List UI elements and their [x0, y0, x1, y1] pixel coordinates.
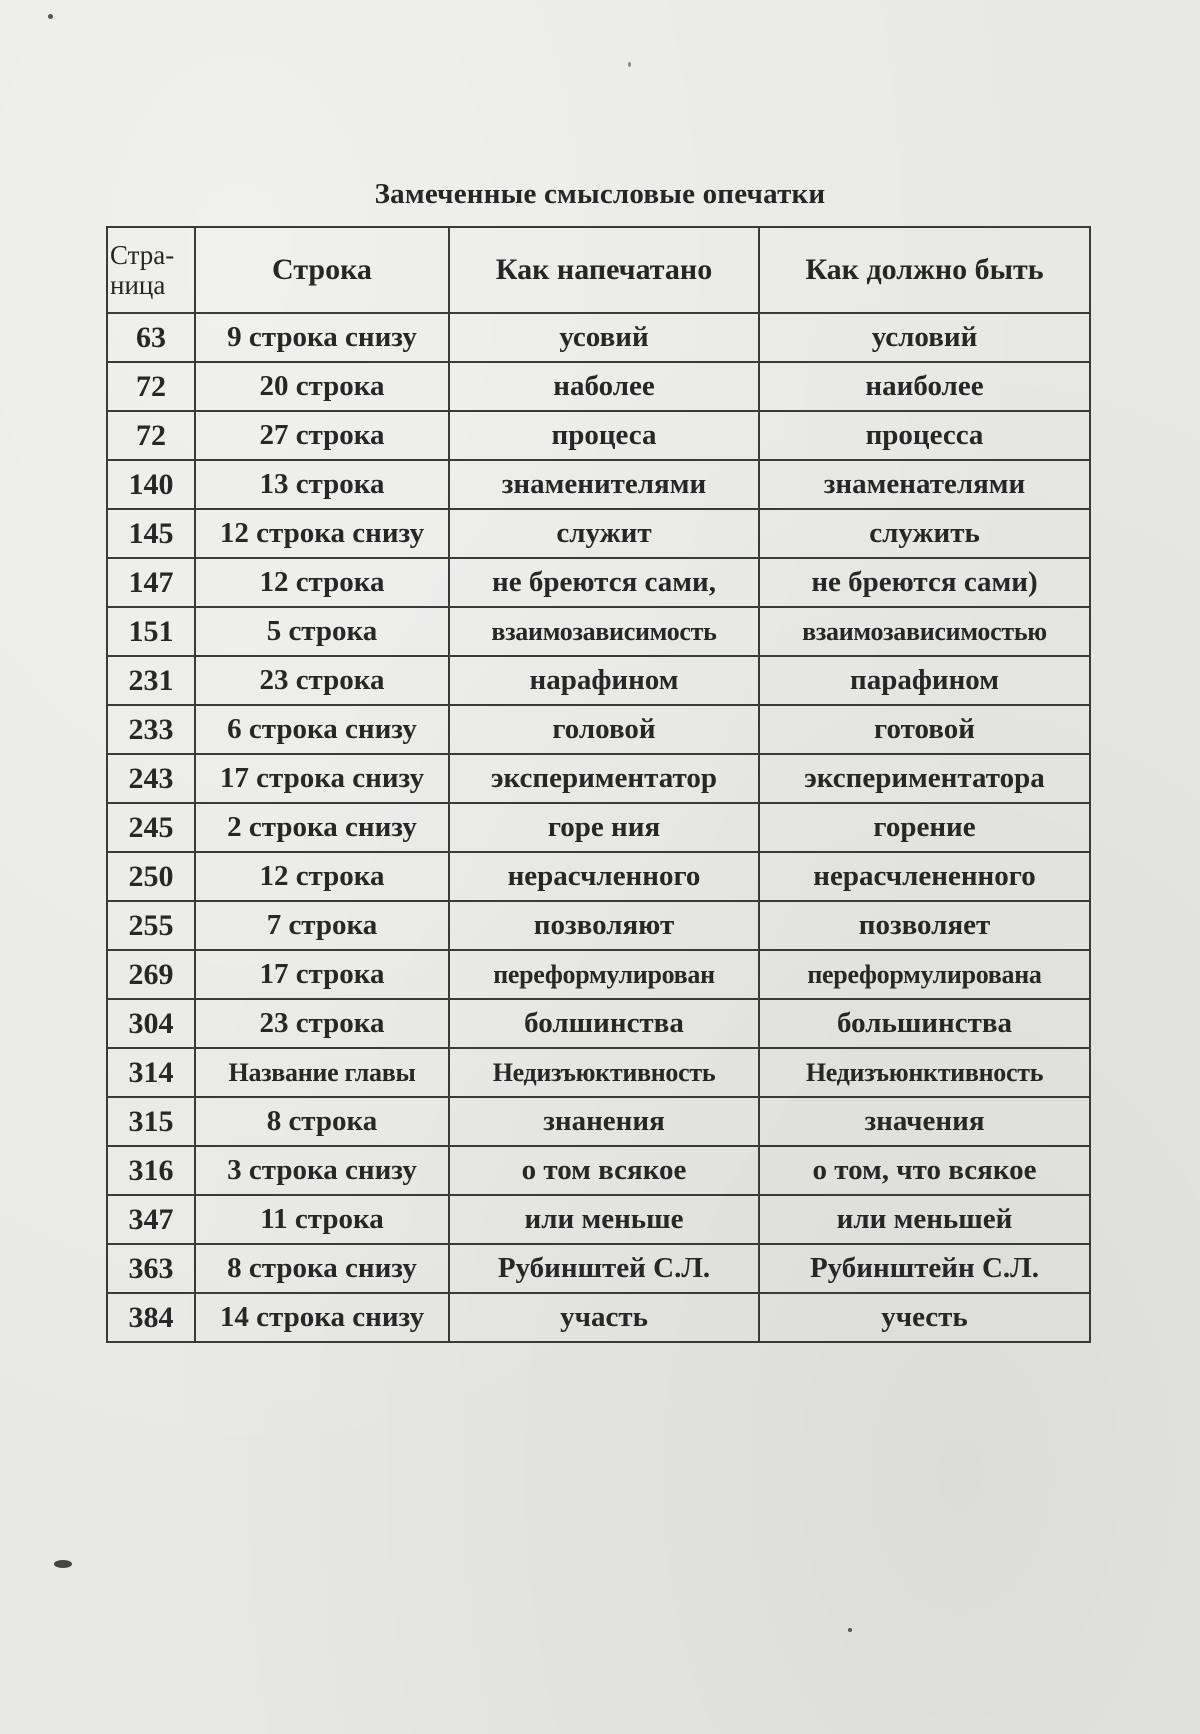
cell-page: 145 [107, 509, 195, 558]
cell-correct: экспериментатора [759, 754, 1090, 803]
table-row [107, 1048, 1090, 1097]
cell-line: 23 строка [195, 999, 449, 1048]
cell-page: 140 [107, 460, 195, 509]
table-row [107, 1146, 1090, 1195]
cell-printed: Недизъюктивность [449, 1048, 759, 1097]
cell-page: 147 [107, 558, 195, 607]
table-row [107, 1244, 1090, 1293]
table-row [107, 999, 1090, 1048]
cell-correct: или меньшей [759, 1195, 1090, 1244]
cell-correct: условий [759, 313, 1090, 362]
table-row [107, 558, 1090, 607]
cell-printed: нарафином [449, 656, 759, 705]
cell-line: 8 строка снизу [195, 1244, 449, 1293]
cell-line: 13 строка [195, 460, 449, 509]
cell-page: 72 [107, 362, 195, 411]
cell-correct: нерасчлененного [759, 852, 1090, 901]
table-row [107, 509, 1090, 558]
cell-correct: процесса [759, 411, 1090, 460]
cell-printed: экспериментатор [449, 754, 759, 803]
cell-line: 14 строка снизу [195, 1293, 449, 1342]
column-header-page-line2: ница [110, 270, 166, 300]
cell-page: 243 [107, 754, 195, 803]
cell-line: 8 строка [195, 1097, 449, 1146]
table-row [107, 1097, 1090, 1146]
cell-correct: наиболее [759, 362, 1090, 411]
cell-printed: взаимозависимость [449, 607, 759, 656]
cell-line: 20 строка [195, 362, 449, 411]
cell-line: 17 строка [195, 950, 449, 999]
cell-correct: большинства [759, 999, 1090, 1048]
cell-page: 269 [107, 950, 195, 999]
cell-correct: переформулирована [759, 950, 1090, 999]
cell-page: 304 [107, 999, 195, 1048]
cell-correct: знаменателями [759, 460, 1090, 509]
table-header-row [107, 227, 1090, 313]
cell-printed: усовий [449, 313, 759, 362]
cell-line: 27 строка [195, 411, 449, 460]
cell-printed: знаменителями [449, 460, 759, 509]
table-row [107, 803, 1090, 852]
cell-printed: участь [449, 1293, 759, 1342]
table-row [107, 901, 1090, 950]
column-header-page-line1: Стра- [110, 240, 175, 270]
cell-correct: горение [759, 803, 1090, 852]
cell-page: 384 [107, 1293, 195, 1342]
cell-printed: знанения [449, 1097, 759, 1146]
cell-printed: служит [449, 509, 759, 558]
cell-line: 9 строка снизу [195, 313, 449, 362]
cell-line: Название главы [195, 1048, 449, 1097]
cell-page: 314 [107, 1048, 195, 1097]
cell-page: 63 [107, 313, 195, 362]
cell-printed: горе ния [449, 803, 759, 852]
table-row [107, 656, 1090, 705]
cell-printed: нерасчленного [449, 852, 759, 901]
scan-speck [628, 62, 631, 67]
cell-line: 17 строка снизу [195, 754, 449, 803]
cell-printed: процеса [449, 411, 759, 460]
cell-correct: взаимозависимостью [759, 607, 1090, 656]
cell-correct: Недизъюнктивность [759, 1048, 1090, 1097]
cell-page: 72 [107, 411, 195, 460]
cell-line: 12 строка снизу [195, 509, 449, 558]
cell-line: 11 строка [195, 1195, 449, 1244]
column-header-line: Строка [195, 227, 449, 313]
cell-line: 23 строка [195, 656, 449, 705]
table-row [107, 1195, 1090, 1244]
cell-printed: не бреются сами, [449, 558, 759, 607]
column-header-printed: Как напечатано [449, 227, 759, 313]
table-row [107, 1293, 1090, 1342]
cell-page: 233 [107, 705, 195, 754]
cell-line: 2 строка снизу [195, 803, 449, 852]
cell-page: 231 [107, 656, 195, 705]
cell-page: 255 [107, 901, 195, 950]
cell-correct: о том, что всякое [759, 1146, 1090, 1195]
cell-line: 7 строка [195, 901, 449, 950]
scan-speck [48, 14, 53, 19]
table-row [107, 852, 1090, 901]
cell-printed: болшинства [449, 999, 759, 1048]
cell-correct: парафином [759, 656, 1090, 705]
cell-printed: головой [449, 705, 759, 754]
table-row [107, 460, 1090, 509]
cell-page: 316 [107, 1146, 195, 1195]
cell-line: 12 строка [195, 558, 449, 607]
cell-correct: служить [759, 509, 1090, 558]
cell-correct: значения [759, 1097, 1090, 1146]
cell-printed: наболее [449, 362, 759, 411]
cell-page: 363 [107, 1244, 195, 1293]
table-row [107, 411, 1090, 460]
page-title: Замеченные смысловые опечатки [374, 178, 826, 210]
table-row [107, 705, 1090, 754]
cell-page: 347 [107, 1195, 195, 1244]
cell-line: 5 строка [195, 607, 449, 656]
scan-speck [848, 1628, 852, 1632]
table-row [107, 313, 1090, 362]
cell-page: 250 [107, 852, 195, 901]
column-header-correct: Как должно быть [759, 227, 1090, 313]
cell-correct: Рубинштейн С.Л. [759, 1244, 1090, 1293]
table-row [107, 607, 1090, 656]
cell-printed: или меньше [449, 1195, 759, 1244]
cell-correct: учесть [759, 1293, 1090, 1342]
cell-page: 245 [107, 803, 195, 852]
cell-printed: переформулирован [449, 950, 759, 999]
cell-page: 151 [107, 607, 195, 656]
cell-printed: позволяют [449, 901, 759, 950]
cell-correct: позволяет [759, 901, 1090, 950]
scan-speck [54, 1560, 72, 1568]
cell-correct: готовой [759, 705, 1090, 754]
table-row [107, 950, 1090, 999]
cell-printed: Рубинштей С.Л. [449, 1244, 759, 1293]
errata-table [106, 226, 1091, 1343]
cell-line: 6 строка снизу [195, 705, 449, 754]
table-row [107, 754, 1090, 803]
cell-correct: не бреются сами) [759, 558, 1090, 607]
table-row [107, 362, 1090, 411]
cell-line: 3 строка снизу [195, 1146, 449, 1195]
cell-page: 315 [107, 1097, 195, 1146]
cell-printed: о том всякое [449, 1146, 759, 1195]
cell-line: 12 строка [195, 852, 449, 901]
column-header-page [107, 227, 195, 313]
